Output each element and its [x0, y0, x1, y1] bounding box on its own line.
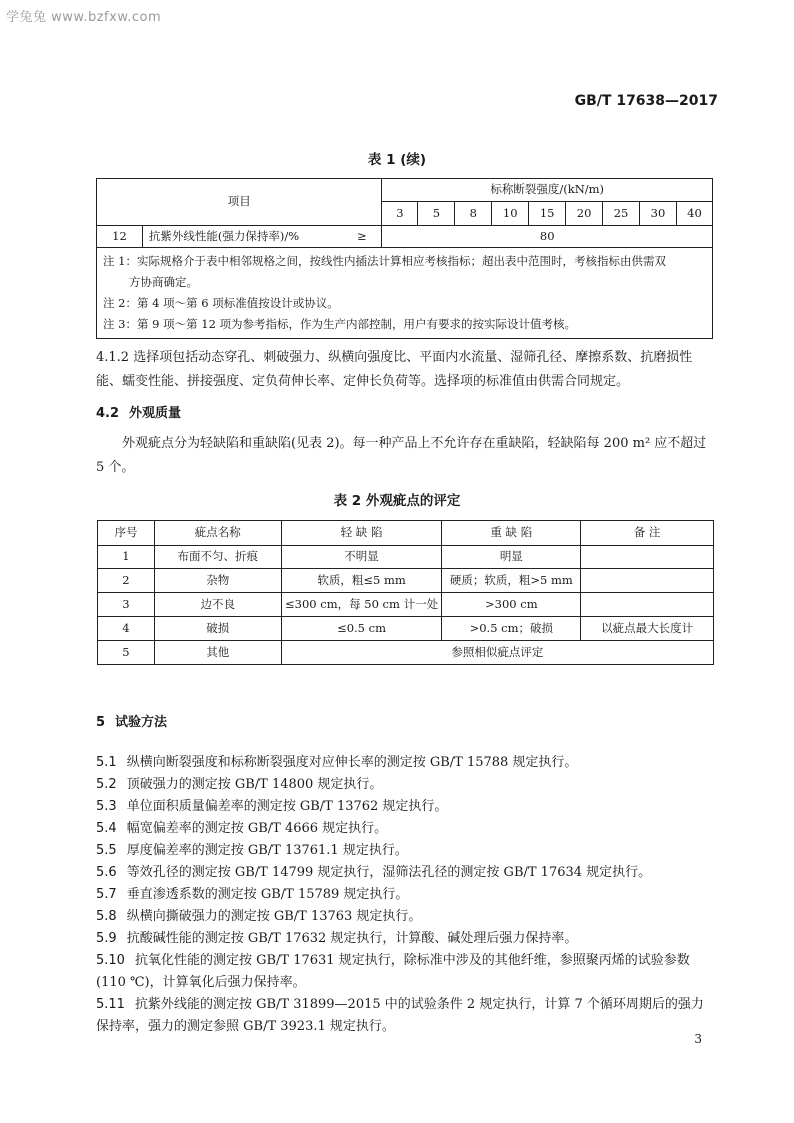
table2-header: 备 注: [581, 521, 714, 546]
table-row: [98, 569, 714, 593]
list-item: [96, 840, 716, 862]
item-text: 纵横向撕破强力的测定按 GB/T 13763 规定执行。: [126, 909, 422, 924]
item-number: 5.9: [96, 931, 117, 946]
table1-note: 方协商确定。: [129, 275, 198, 289]
table-row: [98, 593, 714, 617]
table1-note: 注 3：第 9 项～第 12 项为参考指标，作为生产内部控制，用户有要求的按实际设计值考核。: [103, 317, 577, 331]
table1-header-item: 项目: [97, 179, 382, 226]
cell: >300 cm: [442, 593, 581, 617]
table2-header: 轻 缺 陷: [281, 521, 442, 546]
cell: 明显: [442, 546, 581, 569]
list-item: [96, 818, 716, 840]
item-number: 5.4: [96, 821, 117, 836]
section-title: 外观质量: [129, 406, 182, 421]
list-item: [96, 774, 716, 796]
item-number: 5.6: [96, 865, 117, 880]
section-4-2-heading: [96, 402, 716, 426]
cell: 4: [98, 617, 155, 641]
table-row: [98, 546, 714, 569]
table2-title: 表 2 外观疵点的评定: [333, 493, 461, 509]
watermark: 学兔兔 www.bzfxw.com: [6, 10, 162, 25]
cell: 不明显: [281, 546, 442, 569]
section-5-heading: [96, 711, 716, 735]
cell: 其他: [154, 641, 281, 665]
item-text: 幅宽偏差率的测定按 GB/T 4666 规定执行。: [126, 821, 388, 836]
table1-col-header: 30: [639, 202, 676, 226]
list-item: [96, 994, 716, 1038]
table2-header: 重 缺 陷: [442, 521, 581, 546]
cell: 5: [98, 641, 155, 665]
list-item: [96, 906, 716, 928]
table2-header: 疵点名称: [154, 521, 281, 546]
paragraph-4-2: 外观疵点分为轻缺陷和重缺陷(见表 2)。每一种产品上不允许存在重缺陷，轻缺陷每 200 m² 应不超过 5 个。: [96, 436, 707, 475]
item-text: 厚度偏差率的测定按 GB/T 13761.1 规定执行。: [126, 843, 408, 858]
cell: 以疵点最大长度计: [581, 617, 714, 641]
table1-note: 注 1：实际规格介于表中相邻规格之间，按线性内插法计算相应考核指标；超出表中范围时，考核指标由供需双: [103, 254, 666, 268]
section-title: 试验方法: [115, 715, 168, 730]
section-number: 4.2: [96, 406, 120, 421]
cell: >0.5 cm；破损: [442, 617, 581, 641]
cell: [581, 593, 714, 617]
item-text: 抗酸碱性能的测定按 GB/T 17632 规定执行，计算酸、碱处理后强力保持率。: [126, 931, 578, 946]
item-text: 顶破强力的测定按 GB/T 14800 规定执行。: [126, 777, 383, 792]
cell: [581, 569, 714, 593]
table2-header: 序号: [98, 521, 155, 546]
table1-col-header: 10: [492, 202, 529, 226]
page-number: 3: [694, 1032, 702, 1046]
cell: 硬质；软质，粗>5 mm: [442, 569, 581, 593]
list-item: [96, 884, 716, 906]
item-number: 5.11: [96, 997, 125, 1012]
cell: 杂物: [154, 569, 281, 593]
standard-code: GB/T 17638—2017: [574, 93, 718, 109]
table1-row-value: 80: [382, 226, 713, 248]
table1-note: 注 2：第 4 项～第 6 项标准值按设计或协议。: [103, 296, 339, 310]
cell: 布面不匀、折痕: [154, 546, 281, 569]
item-text: 抗氧化性能的测定按 GB/T 17631 规定执行，除标准中涉及的其他纤维，参照聚丙烯的试验参数(110 ℃)，计算氧化后强力保持率。: [96, 953, 690, 990]
item-number: 5.7: [96, 887, 117, 902]
item-text: 纵横向断裂强度和标称断裂强度对应伸长率的测定按 GB/T 15788 规定执行。: [126, 755, 578, 770]
item-number: 5.1: [96, 755, 117, 770]
table1-col-header: 20: [566, 202, 603, 226]
table2: [97, 520, 714, 665]
cell: 1: [98, 546, 155, 569]
cell: ≤300 cm，每 50 cm 计一处: [281, 593, 442, 617]
cell: ≤0.5 cm: [281, 617, 442, 641]
list-item: [96, 950, 716, 994]
table1-notes: [97, 248, 713, 339]
table1-col-header: 8: [455, 202, 492, 226]
item-number: 5.8: [96, 909, 117, 924]
list-item: [96, 862, 716, 884]
item-text: 垂直渗透系数的测定按 GB/T 15789 规定执行。: [126, 887, 409, 902]
cell: 软质，粗≤5 mm: [281, 569, 442, 593]
table-row: [98, 617, 714, 641]
table1: [96, 178, 713, 339]
table-row: [98, 641, 714, 665]
item-text: 单位面积质量偏差率的测定按 GB/T 13762 规定执行。: [126, 799, 448, 814]
section-number: 5: [96, 715, 106, 730]
table1-row-op: ≥: [342, 226, 382, 248]
paragraph-4-1-2: 4.1.2 选择项包括动态穿孔、刺破强力、纵横向强度比、平面内水流量、湿筛孔径、摩擦系数、抗磨损性能、蠕变性能、拼接强度、定负荷伸长率、定伸长负荷等。选择项的标准值由供需合同规定。: [96, 350, 693, 389]
list-item: [96, 752, 716, 774]
table1-col-header: 15: [529, 202, 566, 226]
table1-col-header: 40: [676, 202, 712, 226]
table1-col-header: 3: [382, 202, 418, 226]
cell: 参照相似疵点评定: [281, 641, 713, 665]
item-text: 抗紫外线能的测定按 GB/T 31899—2015 中的试验条件 2 规定执行，计算 7 个循环周期后的强力保持率，强力的测定参照 GB/T 3923.1 规定执行。: [96, 997, 704, 1034]
list-item: [96, 796, 716, 818]
table1-header-group: 标称断裂强度/(kN/m): [382, 179, 713, 202]
item-number: 5.10: [96, 953, 125, 968]
table1-title: 表 1 (续): [367, 152, 427, 168]
table1-col-header: 5: [418, 202, 455, 226]
cell: 边不良: [154, 593, 281, 617]
item-text: 等效孔径的测定按 GB/T 14799 规定执行，湿筛法孔径的测定按 GB/T 17634 规定执行。: [126, 865, 652, 880]
cell: 破损: [154, 617, 281, 641]
item-number: 5.3: [96, 799, 117, 814]
item-number: 5.5: [96, 843, 117, 858]
table1-row-name: 抗紫外线性能(强力保持率)/%: [142, 226, 342, 248]
table1-col-header: 25: [603, 202, 640, 226]
cell: 3: [98, 593, 155, 617]
table1-row-no: 12: [97, 226, 143, 248]
list-item: [96, 928, 716, 950]
cell: [581, 546, 714, 569]
cell: 2: [98, 569, 155, 593]
item-number: 5.2: [96, 777, 117, 792]
